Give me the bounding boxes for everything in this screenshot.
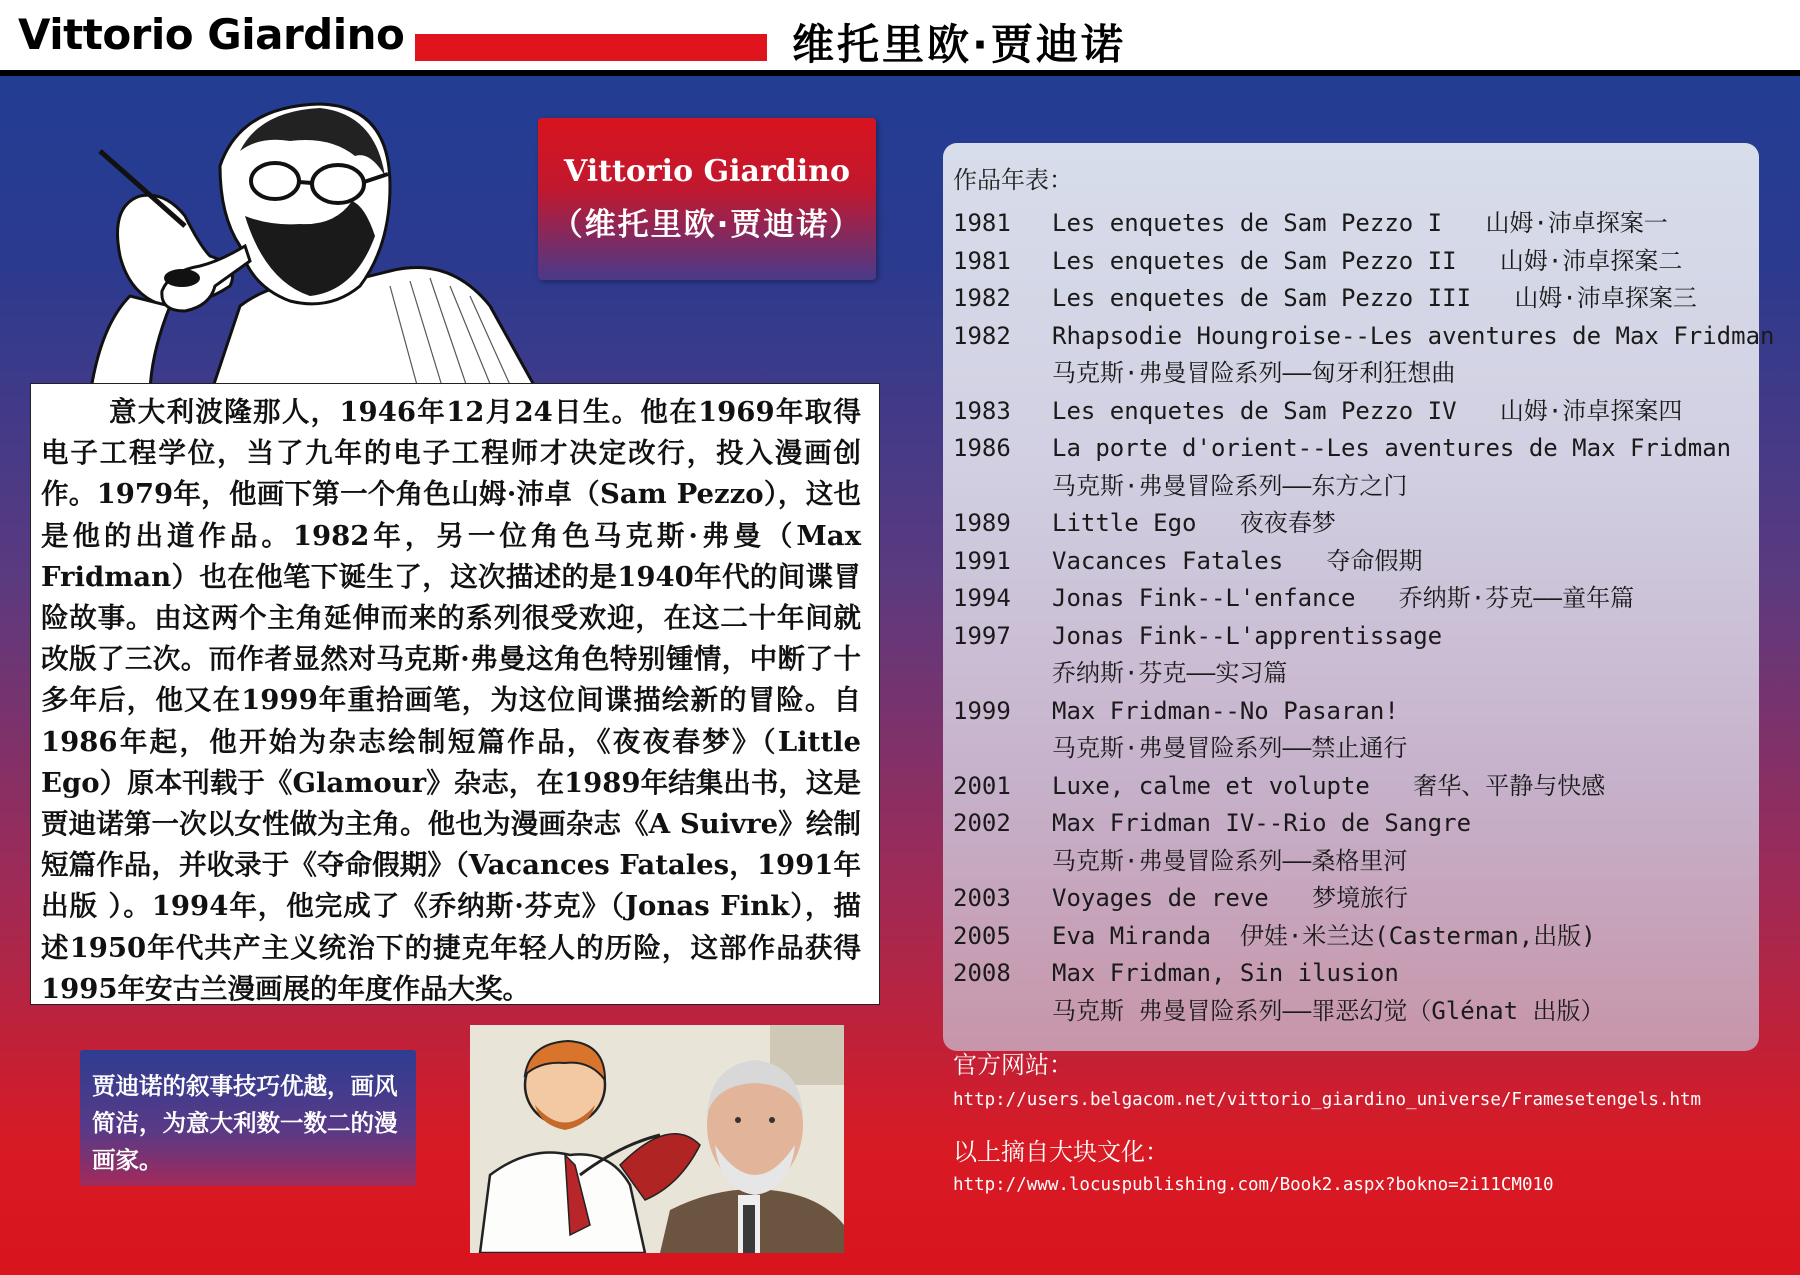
work-year: 1989 (953, 509, 1011, 537)
work-year: 1981 (953, 246, 1011, 275)
work-item (953, 618, 1753, 693)
work-item (953, 243, 1753, 281)
summary-note: 贾迪诺的叙事技巧优越，画风简洁，为意大利数一数二的漫画家。 (80, 1050, 416, 1186)
work-year: 2008 (953, 959, 1011, 987)
work-item (953, 430, 1753, 505)
page-header (0, 0, 1800, 76)
work-subtitle: 马克斯 弗曼冒险系列——罪恶幻觉（Glénat 出版） (1052, 996, 1605, 1025)
work-item (953, 505, 1753, 543)
work-title: Les enquetes de Sam Pezzo III 山姆·沛卓探案三 (1052, 284, 1697, 312)
work-subtitle: 马克斯·弗曼冒险系列——禁止通行 (1052, 734, 1408, 762)
source-link[interactable]: http://www.locuspublishing.com/Book2.aspx?bokno=2i11CM010 (953, 1175, 1554, 1195)
header-red-bar (415, 34, 767, 61)
biography-text: 意大利波隆那人，1946年12月24日生。他在1969年取得电子工程学位，当了九年的电子工程师才决定改行，投入漫画创作。1979年，他画下第一个角色山姆·沛卓（Sam Pezzo），这也是他的出道作品。1982年，另一位角色马克斯·弗曼（Max Fridman）也在他笔下诞生了，这次描述的是1940年代的间谍冒险故事。由这两个主角延伸而来的系列很受欢迎，在这二十年间就改版了三次。而作者显然对马克斯·弗曼这角色特别锺情，中断了十多年后，他又在1999年重拾画笔，为这位间谍描绘新的冒险。自1986年起，他开始为杂志绘制短篇作品，《夜夜春梦》（Little Ego）原本刊载于《Glamour》杂志，在1989年结集出书，这是贾迪诺第一次以女性做为主角。他也为漫画杂志《A Suivre》绘制短篇作品，并收录于《夺命假期》（Vacances Fatales，1991年出版 ）。1994年，他完成了《乔纳斯·芬克》（Jonas Fink），描述1950年代共产主义统治下的捷克年轻人的历险，这部作品获得1995年安古兰漫画展的年度作品大奖。 (30, 383, 880, 1005)
work-item (953, 693, 1753, 768)
work-title: Eva Miranda 伊娃·米兰达(Casterman,出版) (1052, 921, 1596, 950)
work-title: Luxe, calme et volupte 奢华、平静与快感 (1052, 771, 1606, 800)
artist-photo (470, 1025, 844, 1253)
work-year: 1986 (953, 434, 1011, 462)
work-item (953, 768, 1753, 806)
work-year: 1981 (953, 209, 1011, 237)
work-title: La porte d'orient--Les aventures de Max Fridman 马克斯·弗曼冒险系列——东方之门 (1052, 430, 1753, 505)
work-subtitle: 乔纳斯·芬克——实习篇 (1052, 659, 1288, 687)
work-title: Max Fridman IV--Rio de Sangre 马克斯·弗曼冒险系列——桑格里河 (1052, 805, 1753, 880)
official-site-link[interactable]: http://users.belgacom.net/vittorio_giardino_universe/Framesetengels.htm (953, 1090, 1702, 1110)
header-title-english: Vittorio Giardino (18, 10, 405, 59)
header-title-chinese: 维托里欧·贾迪诺 (792, 20, 1126, 69)
work-title: Voyages de reve 梦境旅行 (1052, 884, 1409, 912)
work-title: Rhapsodie Houngroise--Les aventures de Max Fridman 马克斯·弗曼冒险系列——匈牙利狂想曲 (1052, 318, 1774, 393)
source-label: 以上摘自大块文化： (953, 1138, 1169, 1166)
artist-name-english: Vittorio Giardino (564, 154, 850, 189)
work-year: 2002 (953, 809, 1011, 837)
work-title: Les enquetes de Sam Pezzo IV 山姆·沛卓探案四 (1052, 396, 1683, 425)
works-title: 作品年表： (953, 166, 1073, 194)
work-title: Max Fridman, Sin ilusion 马克斯 弗曼冒险系列——罪恶幻觉（Glénat 出版） (1052, 955, 1753, 1030)
works-list (953, 205, 1775, 1030)
work-year: 2001 (953, 771, 1011, 800)
work-item (953, 918, 1753, 956)
work-year: 1994 (953, 584, 1011, 612)
artist-name-chinese: （维托里欧·贾迪诺） (551, 207, 863, 243)
work-title: Les enquetes de Sam Pezzo II 山姆·沛卓探案二 (1052, 246, 1683, 275)
work-title: Little Ego 夜夜春梦 (1052, 509, 1336, 537)
work-item (953, 955, 1753, 1030)
work-year: 1997 (953, 621, 1011, 650)
work-item (953, 580, 1753, 618)
work-year: 1982 (953, 321, 1011, 350)
work-title: Jonas Fink--L'apprentissage 乔纳斯·芬克——实习篇 (1052, 618, 1753, 693)
work-year: 1982 (953, 284, 1011, 312)
artist-portrait-illustration (90, 96, 540, 396)
work-subtitle: 马克斯·弗曼冒险系列——匈牙利狂想曲 (1052, 359, 1456, 387)
official-site-label: 官方网站： (953, 1051, 1073, 1079)
work-year: 1999 (953, 696, 1011, 725)
work-title: Jonas Fink--L'enfance 乔纳斯·芬克——童年篇 (1052, 584, 1635, 612)
work-item (953, 805, 1753, 880)
work-title: Les enquetes de Sam Pezzo I 山姆·沛卓探案一 (1052, 209, 1668, 237)
work-year: 1991 (953, 546, 1011, 575)
work-title: Max Fridman--No Pasaran! 马克斯·弗曼冒险系列——禁止通行 (1052, 693, 1753, 768)
work-year: 2003 (953, 884, 1011, 912)
work-item (953, 393, 1753, 431)
work-title: Vacances Fatales 夺命假期 (1052, 546, 1423, 575)
work-year: 1983 (953, 396, 1011, 425)
work-year: 2005 (953, 921, 1011, 950)
work-subtitle: 马克斯·弗曼冒险系列——桑格里河 (1052, 846, 1408, 875)
work-item (953, 543, 1753, 581)
work-item (953, 880, 1753, 918)
work-subtitle: 马克斯·弗曼冒险系列——东方之门 (1052, 471, 1408, 500)
artist-name-box (538, 118, 876, 280)
work-item (953, 318, 1775, 393)
work-item (953, 205, 1753, 243)
work-item (953, 280, 1753, 318)
